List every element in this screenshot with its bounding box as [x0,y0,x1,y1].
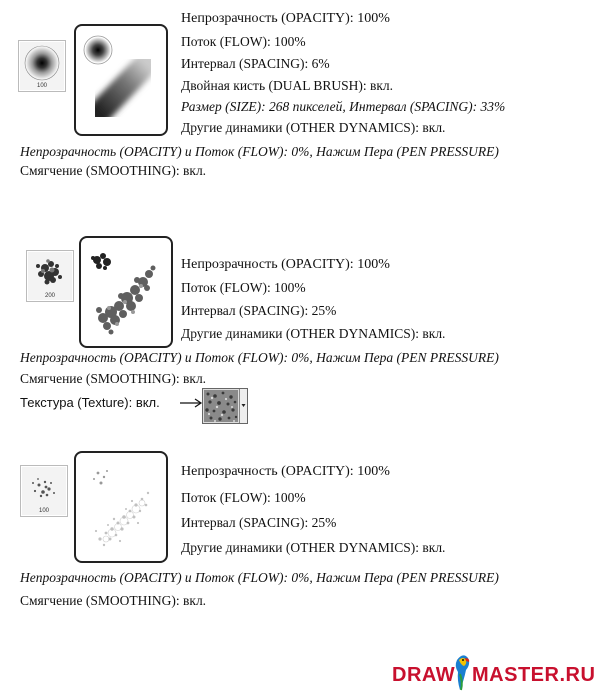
parrot-icon [451,652,473,692]
drawmaster-logo [392,664,455,687]
setting-texture: Текстура (Texture): вкл. [20,395,160,410]
brush-preset-thumbnail-3[interactable] [20,465,68,517]
setting-spacing: Интервал (SPACING): 25% [181,303,337,318]
setting-flow: Поток (FLOW): 100% [181,490,306,505]
setting-smoothing: Смягчение (SMOOTHING): вкл. [20,371,207,386]
dynamics-description: Непрозрачность (OPACITY) и Поток (FLOW): 0%, Нажим Пера (PEN PRESSURE) [20,570,499,585]
chevron-down-icon [240,389,247,423]
setting-spacing: Интервал (SPACING): 25% [181,515,337,530]
soft-round-brush-icon [19,43,65,83]
scatter-brush-icon [27,252,73,292]
setting-smoothing: Смягчение (SMOOTHING): вкл. [20,593,207,608]
setting-other-dynamics: Другие динамики (OTHER DYNAMICS): вкл. [181,326,446,341]
preset-size-label: 100 [38,508,49,514]
setting-spacing: Интервал (SPACING): 6% [181,56,330,71]
brush-stroke-preview-2 [79,236,173,348]
preset-size-label: 100 [36,83,47,89]
setting-other-dynamics: Другие динамики (OTHER DYNAMICS): вкл. [181,120,446,135]
texture-picker[interactable] [202,388,248,424]
stroke-sample-image [81,238,171,346]
preset-size-label: 200 [44,293,55,299]
brush-stroke-preview-1 [74,24,168,136]
stroke-sample-image [76,26,166,134]
arrow-right-icon [180,396,204,410]
logo-text-draw: DRAW [392,664,456,686]
stroke-sample-image [76,453,166,561]
texture-swatch-icon [204,390,238,422]
texture-dropdown-button[interactable] [239,389,247,423]
setting-smoothing: Смягчение (SMOOTHING): вкл. [20,163,207,178]
setting-dual-brush: Двойная кисть (DUAL BRUSH): вкл. [181,78,394,93]
drawmaster-logo-part2 [472,664,595,687]
sparse-scatter-brush-icon [21,467,67,507]
brush-preset-thumbnail-1[interactable] [18,40,66,92]
setting-dual-brush-size: Размер (SIZE): 268 пикселей, Интервал (SPACING): 33% [181,99,506,114]
dynamics-description: Непрозрачность (OPACITY) и Поток (FLOW): 0%, Нажим Пера (PEN PRESSURE) [20,350,499,365]
setting-flow: Поток (FLOW): 100% [181,34,306,49]
logo-text-master: MASTER.RU [472,664,595,686]
brush-preset-thumbnail-2[interactable] [26,250,74,302]
dynamics-description: Непрозрачность (OPACITY) и Поток (FLOW): 0%, Нажим Пера (PEN PRESSURE) [20,144,499,159]
brush-stroke-preview-3 [74,451,168,563]
setting-opacity: Непрозрачность (OPACITY): 100% [181,11,390,26]
setting-opacity: Непрозрачность (OPACITY): 100% [181,464,390,479]
setting-other-dynamics: Другие динамики (OTHER DYNAMICS): вкл. [181,540,446,555]
setting-opacity: Непрозрачность (OPACITY): 100% [181,257,390,272]
setting-flow: Поток (FLOW): 100% [181,280,306,295]
